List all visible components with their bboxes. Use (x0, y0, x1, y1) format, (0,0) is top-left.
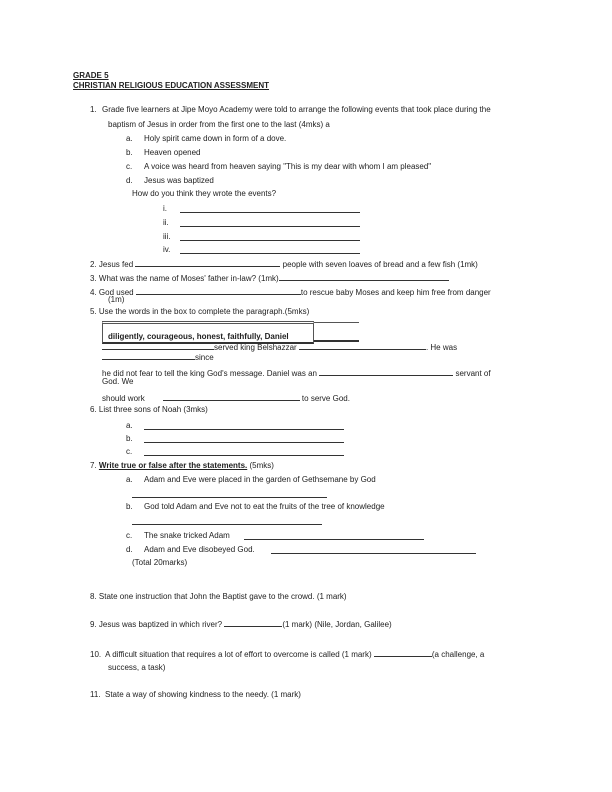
answer-label: a. (126, 421, 133, 430)
q-text: to rescue baby Moses and keep him free from danger (300, 288, 491, 297)
q1-answer-i[interactable] (163, 204, 167, 214)
q-text: A difficult situation that requires a lot of effort to overcome is called (1 mark) (105, 650, 372, 659)
item-text: Holy spirit came down in form of a dove. (144, 134, 287, 143)
q-number: 4. (90, 288, 97, 297)
answer-blank[interactable] (180, 218, 360, 227)
q5-line3 (102, 367, 491, 379)
word-box-tail (314, 322, 359, 342)
q7-item-b (126, 502, 385, 512)
answer-blank[interactable] (180, 245, 360, 254)
q-text: people with seven loaves of bread and a few fish (1mk) (282, 260, 478, 269)
q-number: 7. (90, 461, 97, 470)
grade-heading: GRADE 5 (73, 71, 109, 80)
answer-label: iii. (163, 232, 171, 241)
q1-answer-ii[interactable] (163, 218, 169, 228)
q-text: servant of (455, 369, 491, 378)
q-text: to serve God. (301, 394, 350, 403)
q-text: he did not fear to tell the king God's message. Daniel was an (102, 369, 317, 378)
item-letter: d. (126, 176, 133, 185)
answer-label: iv. (163, 245, 171, 254)
word-box-text: diligently, courageous, honest, faithfully, Daniel (108, 332, 289, 341)
q-text: (a challenge, a (431, 650, 485, 659)
answer-blank[interactable] (102, 341, 214, 350)
answer-blank[interactable] (180, 204, 360, 213)
q9 (90, 618, 392, 630)
item-letter: c. (126, 531, 133, 540)
answer-label: b. (126, 434, 133, 443)
q-text: What was the name of Moses' father in-law? (1mk) (98, 274, 279, 283)
answer-blank[interactable] (144, 447, 344, 456)
q-text: since (195, 353, 214, 362)
q-marks: (5mks) (249, 461, 274, 470)
answer-blank[interactable] (132, 516, 322, 525)
item-text: Heaven opened (144, 148, 201, 157)
item-letter: c. (126, 162, 133, 171)
q5-line5 (102, 392, 350, 404)
q-number: 3. (90, 274, 97, 283)
q-number: 8. (90, 592, 97, 601)
q-text: Use the words in the box to complete the paragraph.(5mks) (98, 307, 310, 316)
q6-answer-c[interactable] (126, 447, 132, 457)
item-letter: a. (126, 134, 133, 143)
q11 (90, 690, 301, 700)
q1-item-c (126, 162, 432, 172)
item-text: Jesus was baptized (144, 176, 214, 185)
q6-answer-a[interactable] (126, 421, 133, 431)
answer-label: ii. (163, 218, 169, 227)
answer-blank[interactable] (374, 648, 432, 657)
q-text: List three sons of Noah (3mks) (98, 405, 208, 414)
answer-blank[interactable] (135, 258, 280, 267)
q-text: State one instruction that John the Baptist gave to the crowd. (1 mark) (98, 592, 347, 601)
answer-blank[interactable] (144, 421, 344, 430)
q1-text-2: baptism of Jesus in order from the first one to the last (4mks) a (108, 120, 330, 129)
q-number: 9. (90, 620, 97, 629)
page-title: CHRISTIAN RELIGIOUS EDUCATION ASSESSMENT (73, 81, 270, 90)
item-letter: b. (126, 502, 133, 511)
q-text: (1 mark) (Nile, Jordan, Galilee) (282, 620, 392, 629)
item-text: A voice was heard from heaven saying "This is my dear with whom I am pleased" (144, 162, 432, 171)
answer-blank[interactable] (144, 434, 344, 443)
item-letter: a. (126, 475, 133, 484)
q1-answer-iii[interactable] (163, 232, 171, 242)
q-number: 11. (90, 690, 101, 699)
answer-blank[interactable] (271, 545, 476, 554)
q10 (90, 648, 484, 660)
q1-item-b (126, 148, 201, 158)
q1-number: 1. (90, 105, 97, 114)
total-marks: (Total 20marks) (132, 558, 188, 567)
q-text: Jesus fed (98, 260, 134, 269)
q-number: 6. (90, 405, 97, 414)
answer-blank[interactable] (102, 351, 195, 360)
q8 (90, 592, 347, 602)
answer-blank[interactable] (319, 367, 453, 376)
q7-item-d (126, 545, 255, 555)
q-text: Write true or false after the statements. (98, 461, 248, 470)
q4-marks: (1m) (108, 295, 125, 304)
q-number: 10. (90, 650, 102, 659)
q5 (90, 307, 309, 317)
answer-blank[interactable] (163, 392, 300, 401)
q6-answer-b[interactable] (126, 434, 133, 444)
q1-item-d (126, 176, 214, 186)
q1-item-a (126, 134, 287, 144)
q1-text: Grade five learners at Jipe Moyo Academy were told to arrange the following events that took place during the (102, 105, 491, 114)
item-letter: b. (126, 148, 133, 157)
answer-label: c. (126, 447, 133, 456)
q-text: . He was (425, 343, 458, 352)
item-text: The snake tricked Adam (144, 531, 230, 540)
q7 (90, 461, 274, 471)
answer-blank[interactable] (244, 531, 424, 540)
item-text: Adam and Eve were placed in the garden of Gethsemane by God (144, 475, 376, 484)
q-text: God used (98, 288, 134, 297)
q-text: State a way of showing kindness to the needy. (1 mark) (104, 690, 301, 699)
q2 (90, 258, 478, 270)
answer-blank[interactable] (224, 618, 282, 627)
item-text: God told Adam and Eve not to eat the fruits of the tree of knowledge (144, 502, 385, 511)
q1-answer-iv[interactable] (163, 245, 170, 255)
q5-line2 (102, 351, 214, 363)
q7-item-c (126, 531, 230, 541)
item-text: Adam and Eve disobeyed God. (144, 545, 255, 554)
q-text: served king Belshazzar (214, 343, 297, 352)
q6 (90, 405, 208, 415)
q-number: 2. (90, 260, 97, 269)
answer-blank[interactable] (180, 232, 360, 241)
q1-prompt: How do you think they wrote the events? (132, 189, 277, 198)
item-letter: d. (126, 545, 133, 554)
q-number: 5. (90, 307, 97, 316)
q3 (90, 272, 449, 284)
q5-line4: God. We (102, 377, 134, 386)
answer-blank[interactable] (136, 286, 301, 295)
q7-item-a (126, 475, 376, 485)
answer-label: i. (163, 204, 167, 213)
q-text: Jesus was baptized in which river? (98, 620, 223, 629)
q4 (90, 286, 491, 298)
answer-blank[interactable] (299, 341, 426, 350)
answer-blank[interactable] (132, 489, 327, 498)
answer-blank[interactable] (279, 272, 449, 281)
q10-text-2: success, a task) (108, 663, 166, 672)
q-text: should work (102, 394, 145, 403)
